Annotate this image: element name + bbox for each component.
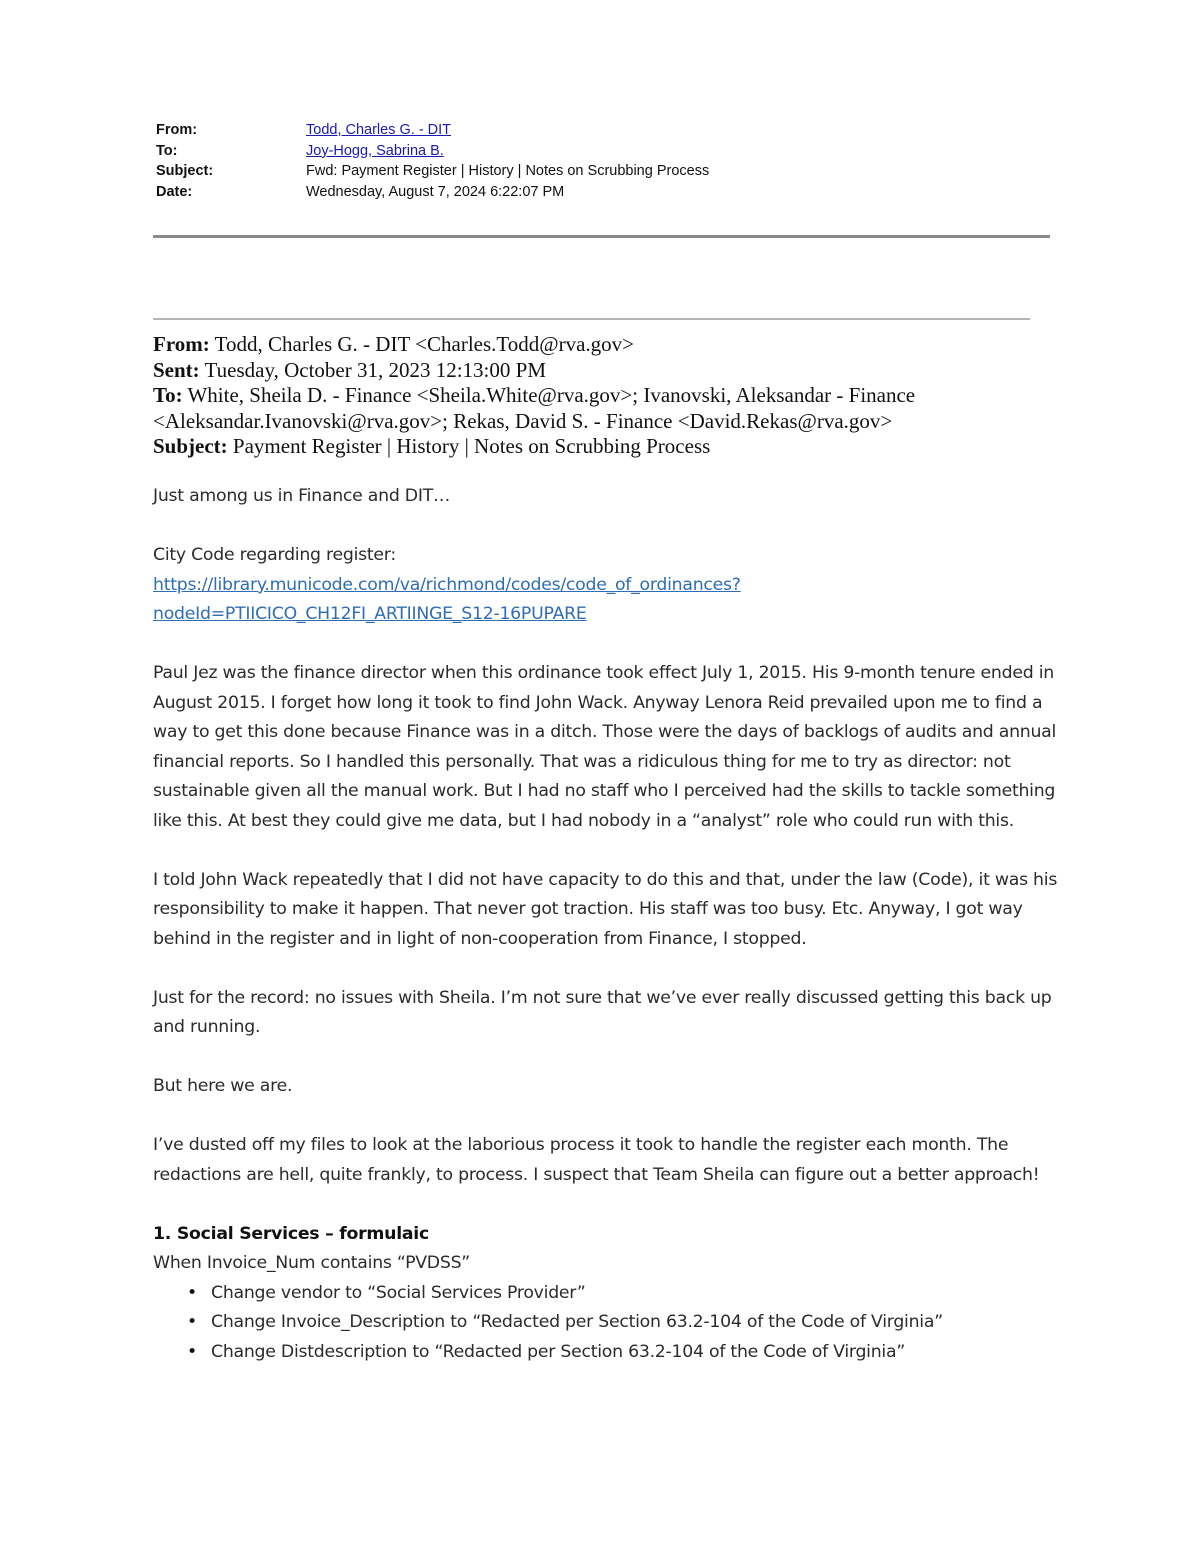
list-item: • Change Distdescription to “Redacted per Section 63.2-104 of the Code of Virginia” [211,1338,1058,1368]
body-paragraph-5: I’ve dusted off my files to look at the laborious process it took to handle the register each month. The redactions are hell, quite frankly, to process. I suspect that Team Sheila can figure out a better approach! [153,1135,1040,1185]
forwarded-sent-label: Sent: [153,357,200,382]
forwarded-sent: Tuesday, October 31, 2023 12:13:00 PM [199,357,546,382]
forwarded-from-label: From: [153,332,210,356]
header-date-label: Date: [156,183,193,200]
email-body [153,482,1058,1367]
section-title: 1. Social Services – formulaic [153,1223,429,1244]
forwarded-from-line [153,332,1053,358]
header-to-label: To: [156,142,178,159]
header-date: Wednesday, August 7, 2024 6:22:07 PM [306,183,565,200]
email-header [156,120,1036,202]
code-label: City Code regarding register: [153,545,396,565]
forwarded-subject-line [153,434,1053,460]
list-item: • Change vendor to “Social Services Provider” [211,1279,1058,1309]
body-paragraph-4: But here we are. [153,1076,293,1096]
municode-link[interactable] [153,575,741,625]
forwarded-from: Todd, Charles G. - DIT <Charles.Todd@rva.gov> [209,332,635,356]
code-reference [153,541,1058,630]
forwarded-sent-line [153,358,1053,384]
header-divider [153,235,1050,238]
header-from-row [156,120,1036,141]
forwarded-to-label: To: [153,383,183,407]
municode-link-line2[interactable]: nodeId=PTIICICO_CH12FI_ARTIINGE_S12-16PUPARE [153,604,587,624]
list-item: • Change Invoice_Description to “Redacted per Section 63.2-104 of the Code of Virginia” [211,1308,1058,1338]
header-to-link[interactable]: Joy-Hogg, Sabrina B. [306,142,444,159]
body-paragraph-1: Paul Jez was the finance director when this ordinance took effect July 1, 2015. His 9-month tenure ended in August 2015. I forget how long it took to find John Wack. Anyway Lenora Reid prevailed upon me to find a way to get this done because Finance was in a ditch. Those were the days of backlogs of audits and annual financial reports. So I handled this personally. That was a ridiculous thing for me to try as director: not sustainable given all the manual work. But I had no staff who I perceived had the skills to tackle something like this. At best they could give me data, but I had nobody in a “analyst” role who could run with this. [153,663,1057,831]
header-to-row [156,141,1036,162]
header-subject: Fwd: Payment Register | History | Notes on Scrubbing Process [306,163,710,179]
header-subject-row [156,161,1036,182]
forwarded-subject-label: Subject: [153,434,228,458]
municode-link-line1[interactable]: https://library.municode.com/va/richmond/codes/code_of_ordinances? [153,574,741,595]
section-condition: When Invoice_Num contains “PVDSS” [153,1253,471,1273]
forwarded-header [153,332,1053,460]
header-date-row [156,182,1036,203]
header-from-link[interactable]: Todd, Charles G. - DIT [306,122,452,138]
redaction-rules-list [153,1279,1058,1368]
body-paragraph-2: I told John Wack repeatedly that I did not have capacity to do this and that, under the law (Code), it was his responsibility to make it happen. That never got traction. His staff was too busy. Etc. Anyway, I got way behind in the register and in light of non-cooperation from Finance, I stopped. [153,869,1058,949]
forwarded-subject: Payment Register | History | Notes on Scrubbing Process [227,434,711,458]
header-from-label: From: [156,122,198,138]
forwarded-to: White, Sheila D. - Finance <Sheila.White@rva.gov>; Ivanovski, Aleksandar - Finance <Aleksandar.Ivanovski@rva.gov>; Rekas, David S. - Finance <David.Rekas@rva.gov> [153,383,916,433]
forward-divider [153,318,1030,320]
header-subject-label: Subject: [156,163,214,179]
body-paragraph-3: Just for the record: no issues with Sheila. I’m not sure that we’ve ever really discussed getting this back up and running. [153,987,1052,1037]
forwarded-to-line [153,383,1053,434]
body-intro: Just among us in Finance and DIT… [153,486,451,506]
